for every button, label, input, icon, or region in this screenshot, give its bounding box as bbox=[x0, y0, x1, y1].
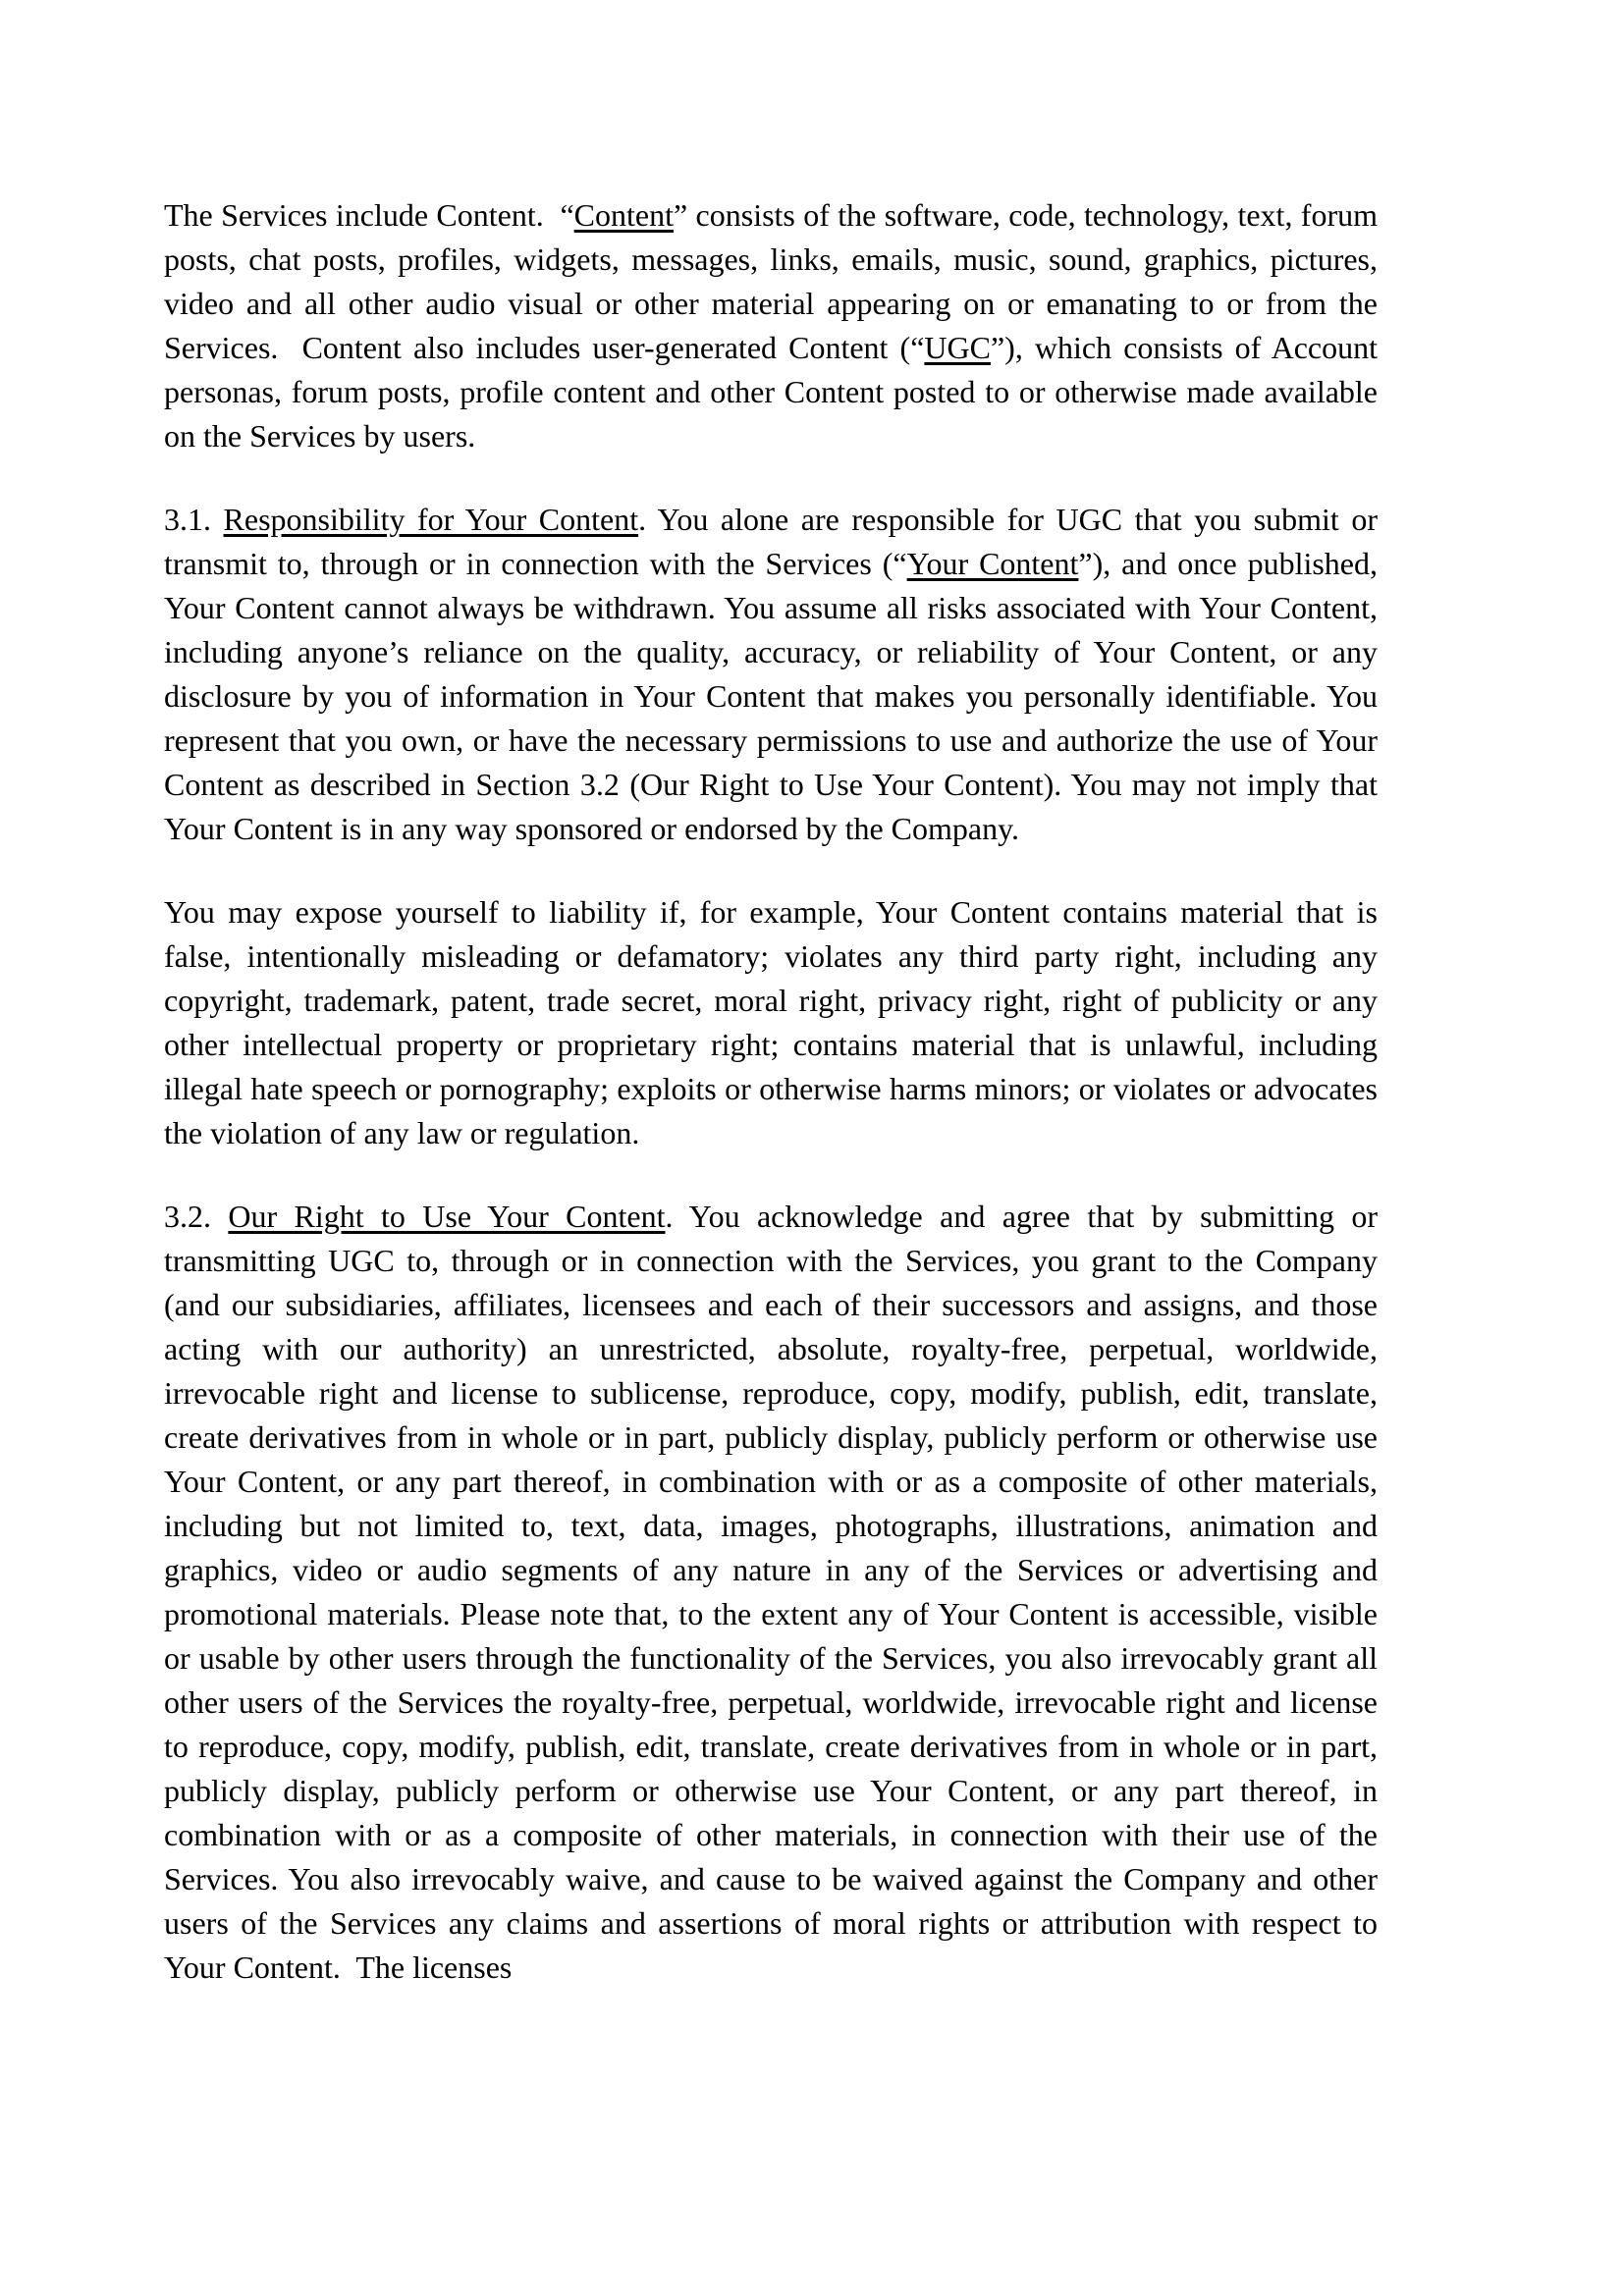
text-segment: ”), which consists of Account personas, forum posts, profile content and other Content posted to or otherwise made available on the Services by users. bbox=[164, 330, 1379, 454]
defined-term-your-content: Your Content bbox=[906, 546, 1079, 581]
terms-text-block bbox=[164, 193, 1378, 2029]
text-segment: The Services include Content. “ bbox=[164, 197, 574, 233]
section-heading: Our Right to Use Your Content bbox=[228, 1199, 666, 1234]
section-number: 3.1. bbox=[164, 502, 224, 537]
defined-term-content: Content bbox=[573, 197, 674, 233]
paragraph-liability bbox=[164, 890, 1378, 1155]
defined-term-ugc: UGC bbox=[924, 330, 991, 365]
text-segment: ”), and once published, Your Content cannot always be withdrawn. You assume all risks associated with Your Content, including anyone’s reliance on the quality, accuracy, or reliability of Your Content, or any disclosure by you of information in Your Content that makes you personally identifiable. You represent that you own, or have the necessary permissions to use and authorize the use of Your Content as described in Section 3.2 (Our Right to Use Your Content). You may not imply that Your Content is in any way sponsored or endorsed by the Company. bbox=[164, 546, 1379, 846]
text-segment: . You alone are responsible for UGC that you submit or transmit to, through or in connection with the Services (“ bbox=[164, 502, 1379, 581]
text-segment: . You acknowledge and agree that by submitting or transmitting UGC to, through or in connection with the Services, you grant to the Company (and our subsidiaries, affiliates, licensees and each of their successors and assigns, and those acting with our authority) an unrestricted, absolute, royalty-free, perpetual, worldwide, irrevocable right and license to sublicense, reproduce, copy, modify, publish, edit, translate, create derivatives from in whole or in part, publicly display, publicly perform or otherwise use Your Content, or any part thereof, in combination with or as a composite of other materials, including but not limited to, text, data, images, photographs, illustrations, animation and graphics, video or audio segments of any nature in any of the Services or advertising and promotional materials. Please note that, to the extent any of Your Content is accessible, visible or usable by other users through the functionality of the Services, you also irrevocably grant all other users of the Services the royalty-free, perpetual, worldwide, irrevocable right and license to reproduce, copy, modify, publish, edit, translate, create derivatives from in whole or in part, publicly display, publicly perform or otherwise use Your Content, or any part thereof, in combination with or as a composite of other materials, in connection with their use of the Services. You also irrevocably waive, and cause to be waived against the Company and other users of the Services any claims and assertions of moral rights or attribution with respect to Your Content. The licenses bbox=[164, 1199, 1379, 1985]
text-segment: ” consists of the software, code, technology, text, forum posts, chat posts, profiles, widgets, messages, links, emails, music, sound, graphics, pictures, video and all other audio visual or other material appearing on or emanating to or from the Services. Content also includes user-generated Content (“ bbox=[164, 197, 1379, 365]
section-3-2-right-to-use bbox=[164, 1195, 1378, 1990]
text-segment: You may expose yourself to liability if, for example, Your Content contains material that is false, intentionally misleading or defamatory; violates any third party right, including any copyright, trademark, patent, trade secret, moral right, privacy right, right of publicity or any other intellectual property or proprietary right; contains material that is unlawful, including illegal hate speech or pornography; exploits or otherwise harms minors; or violates or advocates the violation of any law or regulation. bbox=[164, 894, 1378, 1150]
section-number: 3.2. bbox=[164, 1199, 229, 1234]
paragraph-content-definition bbox=[164, 193, 1378, 458]
section-heading: Responsibility for Your Content bbox=[223, 502, 639, 537]
section-3-1-responsibility bbox=[164, 498, 1378, 851]
